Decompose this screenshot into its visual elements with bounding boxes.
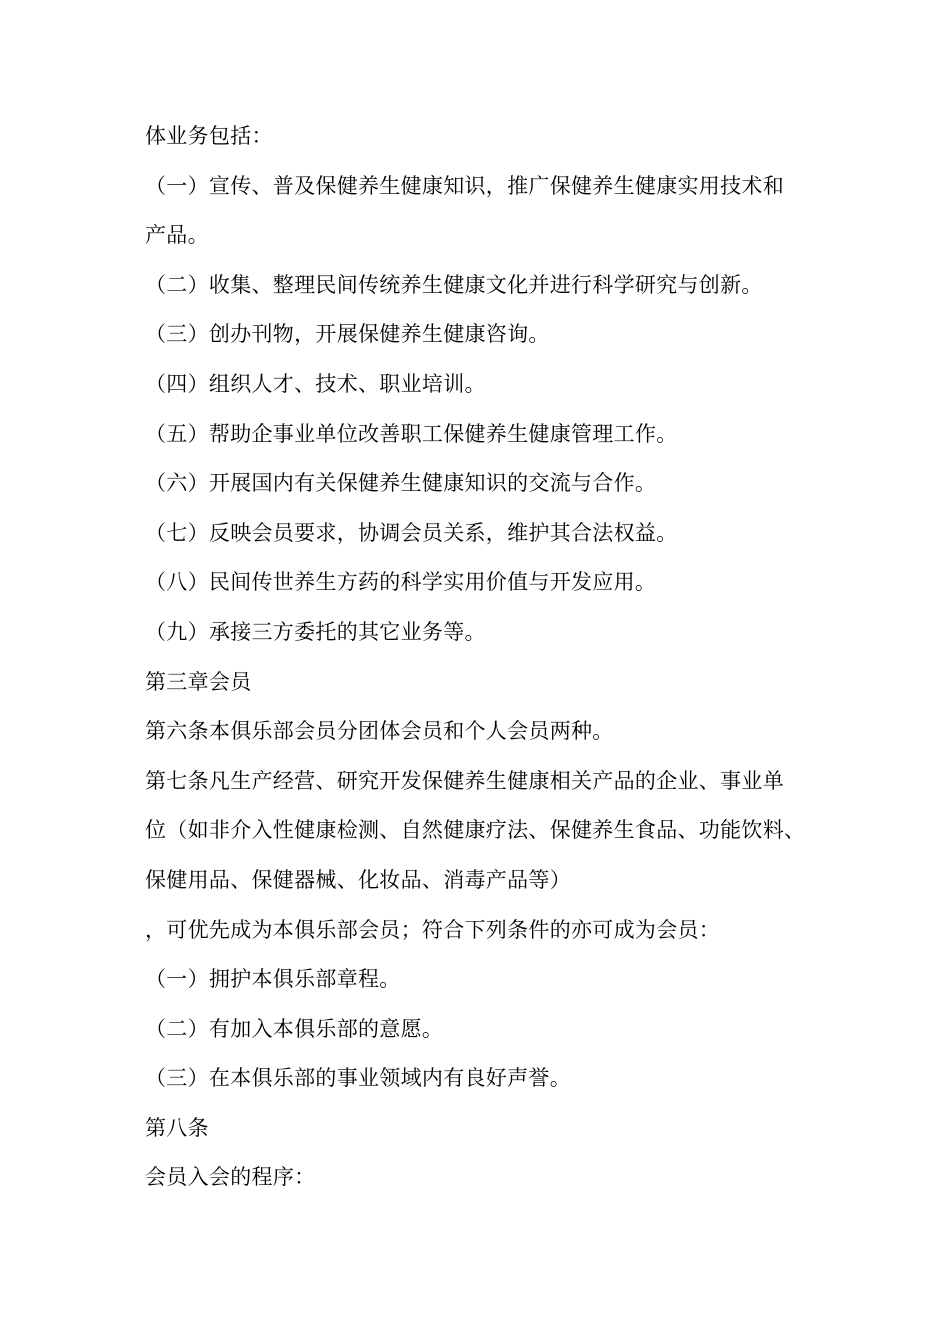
text-line: （九）承接三方委托的其它业务等。 (145, 619, 486, 644)
text-line: （一）宣传、普及保健养生健康知识，推广保健养生健康实用技术和 (145, 173, 784, 198)
text-line: （三）创办刊物，开展保健养生健康咨询。 (145, 322, 550, 347)
text-line: （一）拥护本俱乐部章程。 (145, 967, 401, 992)
chapter-heading: 第三章会员 (145, 669, 252, 694)
text-line: （八）民间传世养生方药的科学实用价值与开发应用。 (145, 570, 657, 595)
text-line: 会员入会的程序： (145, 1165, 316, 1190)
text-line: （七）反映会员要求，协调会员关系，维护其合法权益。 (145, 520, 678, 545)
text-line: 位（如非介入性健康检测、自然健康疗法、保健养生食品、功能饮料、 (145, 818, 806, 843)
text-line: （四）组织人才、技术、职业培训。 (145, 371, 486, 396)
text-line: （二）收集、整理民间传统养生健康文化并进行科学研究与创新。 (145, 272, 763, 297)
text-line: （六）开展国内有关保健养生健康知识的交流与合作。 (145, 471, 657, 496)
text-line: 保健用品、保健器械、化妆品、消毒产品等） (145, 867, 571, 892)
text-line: 产品。 (145, 223, 209, 248)
text-line: （五）帮助企事业单位改善职工保健养生健康管理工作。 (145, 421, 678, 446)
text-line: 体业务包括： (145, 124, 273, 148)
text-line: 第七条凡生产经营、研究开发保健养生健康相关产品的企业、事业单 (145, 768, 784, 793)
text-line: ，可优先成为本俱乐部会员；符合下列条件的亦可成为会员： (145, 917, 721, 942)
text-line: （三）在本俱乐部的事业领域内有良好声誉。 (145, 1066, 571, 1091)
article-heading: 第八条 (145, 1115, 209, 1140)
text-line: 第六条本俱乐部会员分团体会员和个人会员两种。 (145, 719, 614, 744)
text-line: （二）有加入本俱乐部的意愿。 (145, 1016, 444, 1041)
document-body (145, 112, 815, 1203)
